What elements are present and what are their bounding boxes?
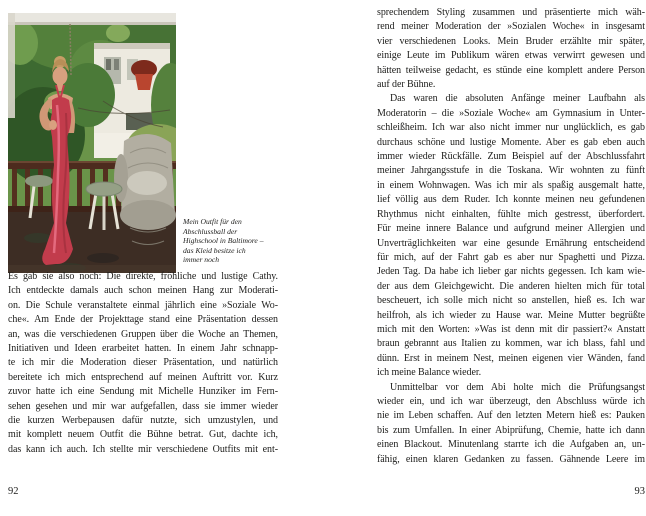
text-line: lief völlig aus dem Ruder. Ich konnte meinen neu gefundenen <box>377 194 645 206</box>
text-line: bescheuert, ich solle mich nicht so anstellen, hieß es. Ich war <box>377 295 645 307</box>
text-line: mich mit den Worten: »Was ist denn mit dir passiert?« Anstatt <box>377 323 645 335</box>
text-line: Mein Outfit für den <box>183 217 242 226</box>
text-line: Jeden Tag. Da habe ich lieber gar nichts gegessen. Ich kam wie- <box>377 266 645 278</box>
text-line: für mich, auf der Fahrt gab es aber nur Spaghetti und Pizza. <box>377 251 645 263</box>
text-line: Ich entdeckte damals auch schon meinen Hang zur Moderati- <box>8 285 278 297</box>
text-line: Abschlussball der <box>183 226 238 236</box>
text-line: der aus dem Gleichgewicht. Die anderen hielten mich für total <box>377 280 645 292</box>
text-line: Highschool in Baltimore – <box>183 236 264 246</box>
text-line: vier verschiedenen Looks. Mein Bruder erzählte mir später, <box>377 35 645 47</box>
face <box>53 67 68 85</box>
text-line: dünn. Erst in meinem Nest, meinen eigenen vier Wänden, fand <box>377 352 645 364</box>
text-line: die kurzen Werbepausen dafür nutzte, sich umzustylen, und <box>8 415 278 427</box>
text-line: fähig, einen klaren Gedanken zu fassen. Gähnende Leere im <box>377 453 645 465</box>
text-line: durchaus schöne und lustige Momente. Aber es gab eben auch <box>377 136 645 148</box>
text-line: Das waren die absoluten Anfänge meiner Laufbahn als <box>390 93 645 105</box>
text-line: braun gebrannt aus Italien zu kommen, war ich blass, fahl und <box>377 338 645 350</box>
text-line: zuvor hatte ich eine Sendung mit Michelle Hunziker im Fern- <box>8 386 278 398</box>
text-line: Unverträglichkeiten war eine gesunde Ernährung entscheidend <box>377 237 645 249</box>
page-number-left: 92 <box>8 486 19 497</box>
text-line: heilfroh, als ich wieder zu Hause war. Meine Mutter begrüßte <box>377 309 645 321</box>
text-line: schleißheim. Ich war also nicht immer nur unglücklich, es gab <box>377 122 645 134</box>
text-line: das Kleid besitze ich <box>183 245 246 255</box>
text-line: einen Blackout. Minutenlang starrte ich die Aufgaben an, un- <box>377 439 645 451</box>
text-line: che«. Am Ende der Projekttage stand eine Präsentation dessen <box>8 314 278 326</box>
hanging-chain <box>70 24 71 75</box>
text-line: bis zum Umfallen. In einer Abiprüfung, Chemie, hatte ich dann <box>377 424 645 436</box>
text-line: rend meiner Moderation der »Sozialen Woche« in insgesamt <box>377 21 645 33</box>
text-line: das kann ich auch. Ich stellte mir verschiedene Outfits mit ent- <box>8 443 278 455</box>
text-line: immer noch <box>183 255 220 265</box>
text-line: Es gab sie also noch: Die direkte, fröhliche und lustige Cathy. <box>8 271 278 282</box>
text-line: an, was die verschiedenen Gruppen über die Woche an Themen, <box>8 328 278 340</box>
text-line: ich meine Balance wieder. <box>377 367 482 379</box>
left-page-text <box>8 270 278 457</box>
text-line: auf der Bühne. <box>377 79 436 91</box>
text-line: einige Leute im Publikum wären etwas verwirrt gewesen und <box>377 50 645 62</box>
photo-prom-dress <box>8 13 176 273</box>
prom-photo-illustration <box>8 13 176 273</box>
page-number-right: 93 <box>634 486 645 497</box>
text-line: in einem Wohnwagen. Was ich mir als spaßig ausgemalt hatte, <box>377 179 645 191</box>
photo-caption <box>183 217 285 265</box>
hand-on-hip <box>49 120 57 130</box>
text-line: mit komplett neuem Outfit die Bühne betrat. Gut, dachte ich, <box>8 429 278 441</box>
text-line: Unmittelbar vor dem Abi holte mich die Prüfungsangst <box>390 381 645 393</box>
right-page-text <box>377 6 645 467</box>
text-line: Rhythmus nicht einhalten, fühlte mich gestresst, überfordert. <box>377 208 645 220</box>
text-line: nie im Leben schaffen. Auf den letzten Metern hieß es: Pauken <box>377 410 645 422</box>
text-line: on. Die Schule veranstaltete einmal jährlich eine »Soziale Wo- <box>8 299 278 311</box>
text-line: sprechendem Styling zusammen und präsentierte mich wäh- <box>377 7 645 18</box>
text-line: te ich mir die Moderation dieser Präsentation, und natürlich <box>8 357 278 369</box>
text-line: Initiativen und Ideen erarbeitet hatten. In einem Jahr schnapp- <box>8 343 278 355</box>
text-line: Für meine innere Balance und aufgrund meiner Allergien und <box>377 223 645 235</box>
text-line: sehen gesehen und mir war aufgefallen, dass sie immer wieder <box>8 400 278 412</box>
text-line: bereitete ich mich entsprechend auf meinen Auftritt vor. Kurz <box>8 371 278 383</box>
text-line: hätten teilweise gedacht, es stünde eine komplett andere Person <box>377 64 645 76</box>
text-line: wieder ein, und ich war überzeugt, den Abschluss würde ich <box>377 395 645 407</box>
text-line: meiner Jahrgangsstufe in die Toskana. Wir wohnten zu fünft <box>377 165 645 177</box>
text-line: Moderatorin – die »Soziale Woche« am Gymnasium in Unter- <box>377 107 645 119</box>
text-line: immer wieder Rückfälle. Zum Beispiel auf der Abschlussfahrt <box>377 151 645 163</box>
